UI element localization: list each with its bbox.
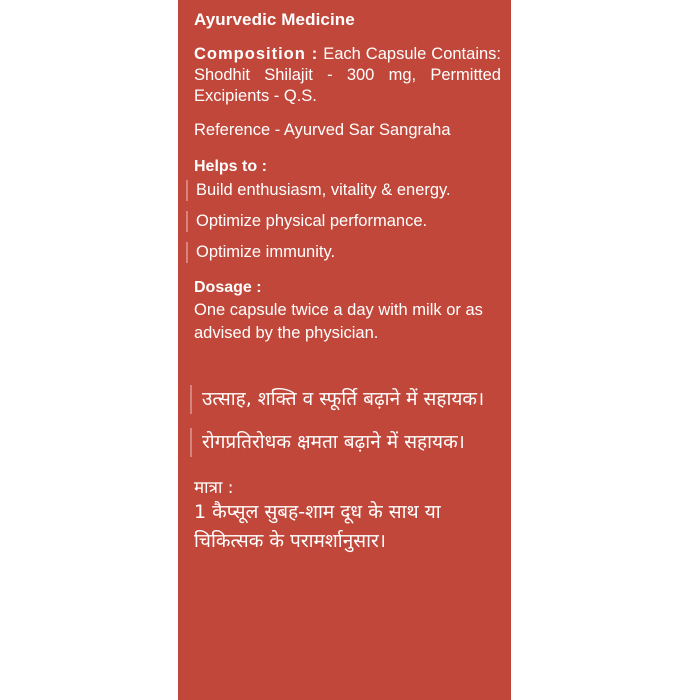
dosage-text: One capsule twice a day with milk or as advised by the physician. [194,301,483,342]
product-info-panel [178,0,511,700]
composition-text [194,44,501,107]
hindi-benefit-item: रोगप्रतिरोधक क्षमता बढ़ाने में सहायक। [190,428,501,457]
reference-text: Reference - Ayurved Sar Sangraha [194,121,451,139]
product-category-title: Ayurvedic Medicine [194,10,355,29]
hindi-benefits-list [194,385,501,457]
hindi-dosage-heading: मात्रा : [194,478,234,498]
helps-item: Optimize physical performance. [186,211,501,232]
hindi-dosage-text: 1 कैप्सूल सुबह-शाम दूध के साथ या चिकित्सक के परामर्शानुसार। [194,501,441,552]
helps-heading: Helps to : [194,158,267,175]
helps-list [194,180,501,263]
helps-item: Build enthusiasm, vitality & energy. [186,180,501,201]
composition-label: Composition : [194,45,319,63]
dosage-heading: Dosage : [194,279,262,296]
helps-item: Optimize immunity. [186,242,501,263]
hindi-benefit-item: उत्साह, शक्ति व स्फूर्ति बढ़ाने में सहायक। [190,385,501,414]
composition-value: Each Capsule Contains: Shodhit Shilajit - 300 mg, Permitted Excipients - Q.S. [194,45,501,105]
